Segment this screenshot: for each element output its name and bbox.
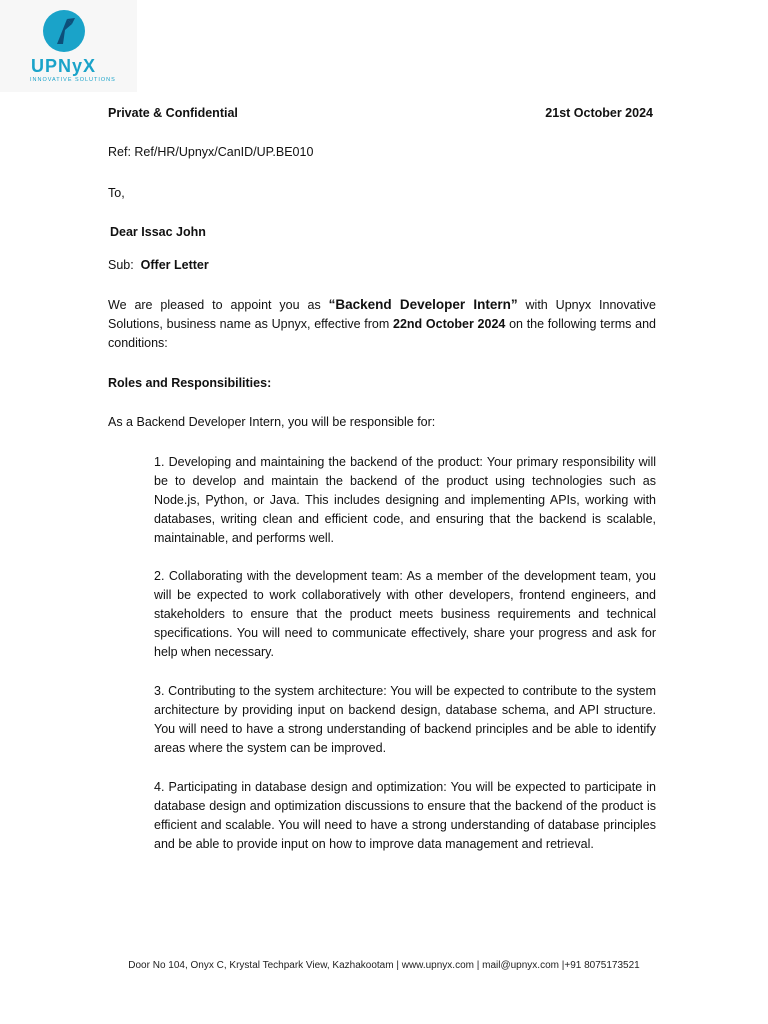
intro-paragraph (108, 295, 656, 353)
role-title: “Backend Developer Intern” (328, 297, 518, 312)
reference-number: Ref: Ref/HR/Upnyx/CanID/UP.BE010 (108, 145, 314, 159)
roles-intro: As a Backend Developer Intern, you will be responsible for: (108, 415, 436, 429)
footer-contact: Door No 104, Onyx C, Krystal Techpark View, Kazhakootam | www.upnyx.com | mail@upnyx.com |+91 8075173521 (128, 960, 640, 971)
roles-heading: Roles and Responsibilities: (108, 376, 272, 390)
responsibility-item: 4. Participating in database design and optimization: You will be expected to participate in database design and optimization discussions to ensure that the backend of the product is efficient and scalable. You will need to have a strong understanding of database principles and be able to provide input on how to improve data management and retrieval. (154, 780, 656, 851)
salutation: Dear Issac John (110, 225, 206, 239)
responsibility-item: 1. Developing and maintaining the backend of the product: Your primary responsibility will be to develop and maintain the backend of the product using technologies such as Node.js, Python, or Java. This includes designing and implementing APIs, working with databases, writing clean and efficient code, and ensuring that the backend is scalable, maintainable, and performs well. (154, 455, 656, 545)
logo-name: UPNyX (31, 56, 97, 76)
intro-text-2: with Upnyx Innovative Solutions, business name as Upnyx, effective from (108, 298, 657, 331)
logo-mark-icon (43, 10, 85, 52)
subject-title: Offer Letter (140, 258, 209, 272)
subject-line (108, 256, 209, 275)
intro-text-1: We are pleased to appoint you as (108, 298, 329, 312)
recipient-to: To, (108, 186, 125, 200)
intro-text-3: on the following terms and conditions: (108, 317, 656, 350)
company-logo (0, 0, 137, 92)
effective-date: 22nd October 2024 (393, 317, 506, 331)
logo-tagline: INNOVATIVE SOLUTIONS (30, 77, 116, 83)
confidential-label: Private & Confidential (108, 106, 238, 120)
letter-date: 21st October 2024 (545, 106, 653, 120)
responsibility-item: 3. Contributing to the system architecture: You will be expected to contribute to the system architecture by providing input on backend design, database schema, and API structure. You will need to have a strong understanding of backend principles and be able to identify areas where the system can be improved. (154, 684, 656, 755)
subject-prefix: Sub: (108, 258, 134, 272)
responsibility-item: 2. Collaborating with the development team: As a member of the development team, you will be expected to work collaboratively with other developers, frontend engineers, and stakeholders to ensure that the product meets business requirements and technical specifications. You will need to communicate effectively, share your progress and ask for help when necessary. (154, 569, 656, 659)
